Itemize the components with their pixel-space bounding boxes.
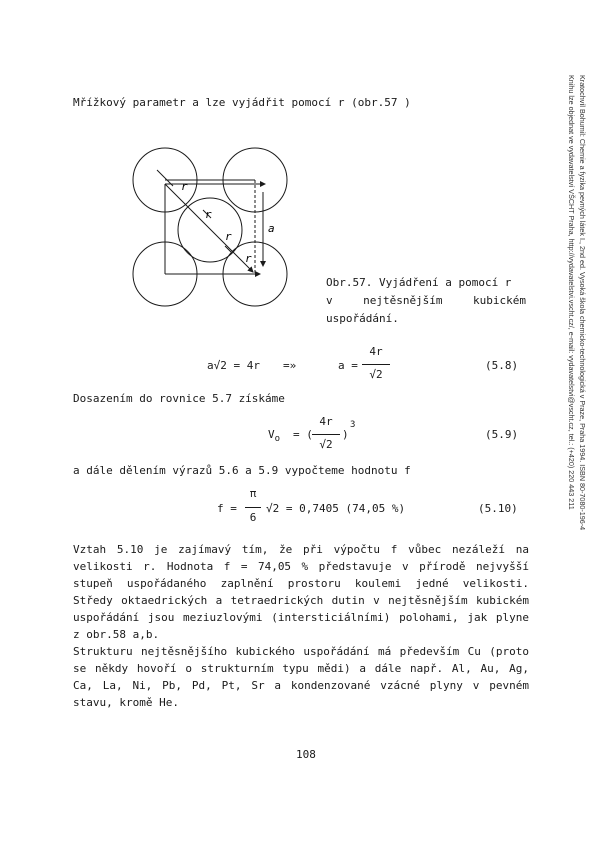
eq59-V: V (268, 428, 275, 441)
eq510-fraction-bar (245, 507, 261, 508)
eq510-rest: √2 = 0,7405 (74,05 %) (266, 502, 406, 515)
eq59-lhs (268, 428, 280, 444)
citation-line-1: Kratochvíl Bohumil: Chemie a fyzika pevných látek I., 2nd ed. Vysoká škola chemicko-technologická v Praze, Praha 1994. ISBN 80-7080-196-4 (578, 75, 587, 531)
citation-line-2: Knihu lze objednat ve vydavatelství VŠCHT Praha, http://vydavatelstvi.vscht.cz/, e-mail: vydavatelstvi@vscht.cz, tel.: (+420) 220 443 211 (567, 75, 576, 510)
intro-text: Mřížkový parametr a lze vyjádřit pomocí r (obr.57 ) (73, 96, 411, 109)
text-substitution: Dosazením do rovnice 5.7 získáme (73, 392, 285, 405)
eq59-exponent: 3 (350, 420, 356, 430)
eq59-number: (5.9) (485, 428, 519, 441)
eq510-number: (5.10) (478, 502, 518, 515)
eq58-numerator: 4r (369, 345, 383, 358)
side-citation (560, 75, 590, 595)
paragraph-relation: Vztah 5.10 je zajímavý tím, že při výpočtu f vůbec nezáleží na velikosti r. Hodnota f = 74,05 % představuje v přírodě nejvyšší stupeň uspořádaného zaplnění prostoru koulemi jedné velikosti. Středy oktaedrických a tetraedrických dutin v nejtěsnějším kubickém uspořádání jsou meziuzlovými (intersticiálními) polohami, jak plyne z obr.58 a,b. (73, 543, 529, 641)
label-a: a (268, 222, 275, 235)
eq510-numerator: π (249, 487, 257, 500)
paragraph-structure: Strukturu nejtěsnějšího kubického uspořádání má především Cu (proto se někdy hovoří o strukturním typu mědi) a dále např. Al, Au, Ag, Ca, La, Ni, Pb, Pd, Pt, Sr a kondenzované vzácné plyny v pevném stavu, kromě He. (73, 645, 529, 709)
text-division: a dále dělením výrazů 5.6 a 5.9 vypočteme hodnotu f (73, 464, 411, 477)
eq58-lhs: a = (338, 359, 358, 372)
figure-caption (326, 274, 526, 328)
eq59-denominator: √2 (319, 438, 333, 451)
eq58-denominator: √2 (369, 368, 383, 381)
eq58-left: a√2 = 4r (207, 359, 260, 372)
eq510-denominator: 6 (249, 511, 257, 524)
figure-57 (125, 140, 315, 320)
caption-line-1: Obr.57. Vyjádření a pomocí r (326, 276, 512, 289)
page-number: 108 (296, 748, 316, 761)
eq59-fraction-bar (312, 434, 340, 435)
caption-line-3: uspořádání. (326, 312, 399, 325)
eq58-number: (5.8) (485, 359, 519, 372)
eq59-numerator: 4r (319, 415, 333, 428)
caption-line-2: v nejtěsnějším kubickém (326, 294, 526, 307)
eq59-close: ) (342, 428, 349, 441)
eq59-eq: = ( (293, 428, 313, 441)
label-r-1: r (181, 180, 188, 193)
eq58-arrow: =» (283, 359, 297, 372)
eq58-fraction-bar (362, 364, 390, 365)
label-r-2: r (205, 208, 212, 221)
label-r-4: r (245, 252, 252, 265)
label-r-3: r (225, 230, 232, 243)
eq59-subscript: o (274, 434, 281, 445)
eq510-lhs: f = (217, 502, 237, 515)
